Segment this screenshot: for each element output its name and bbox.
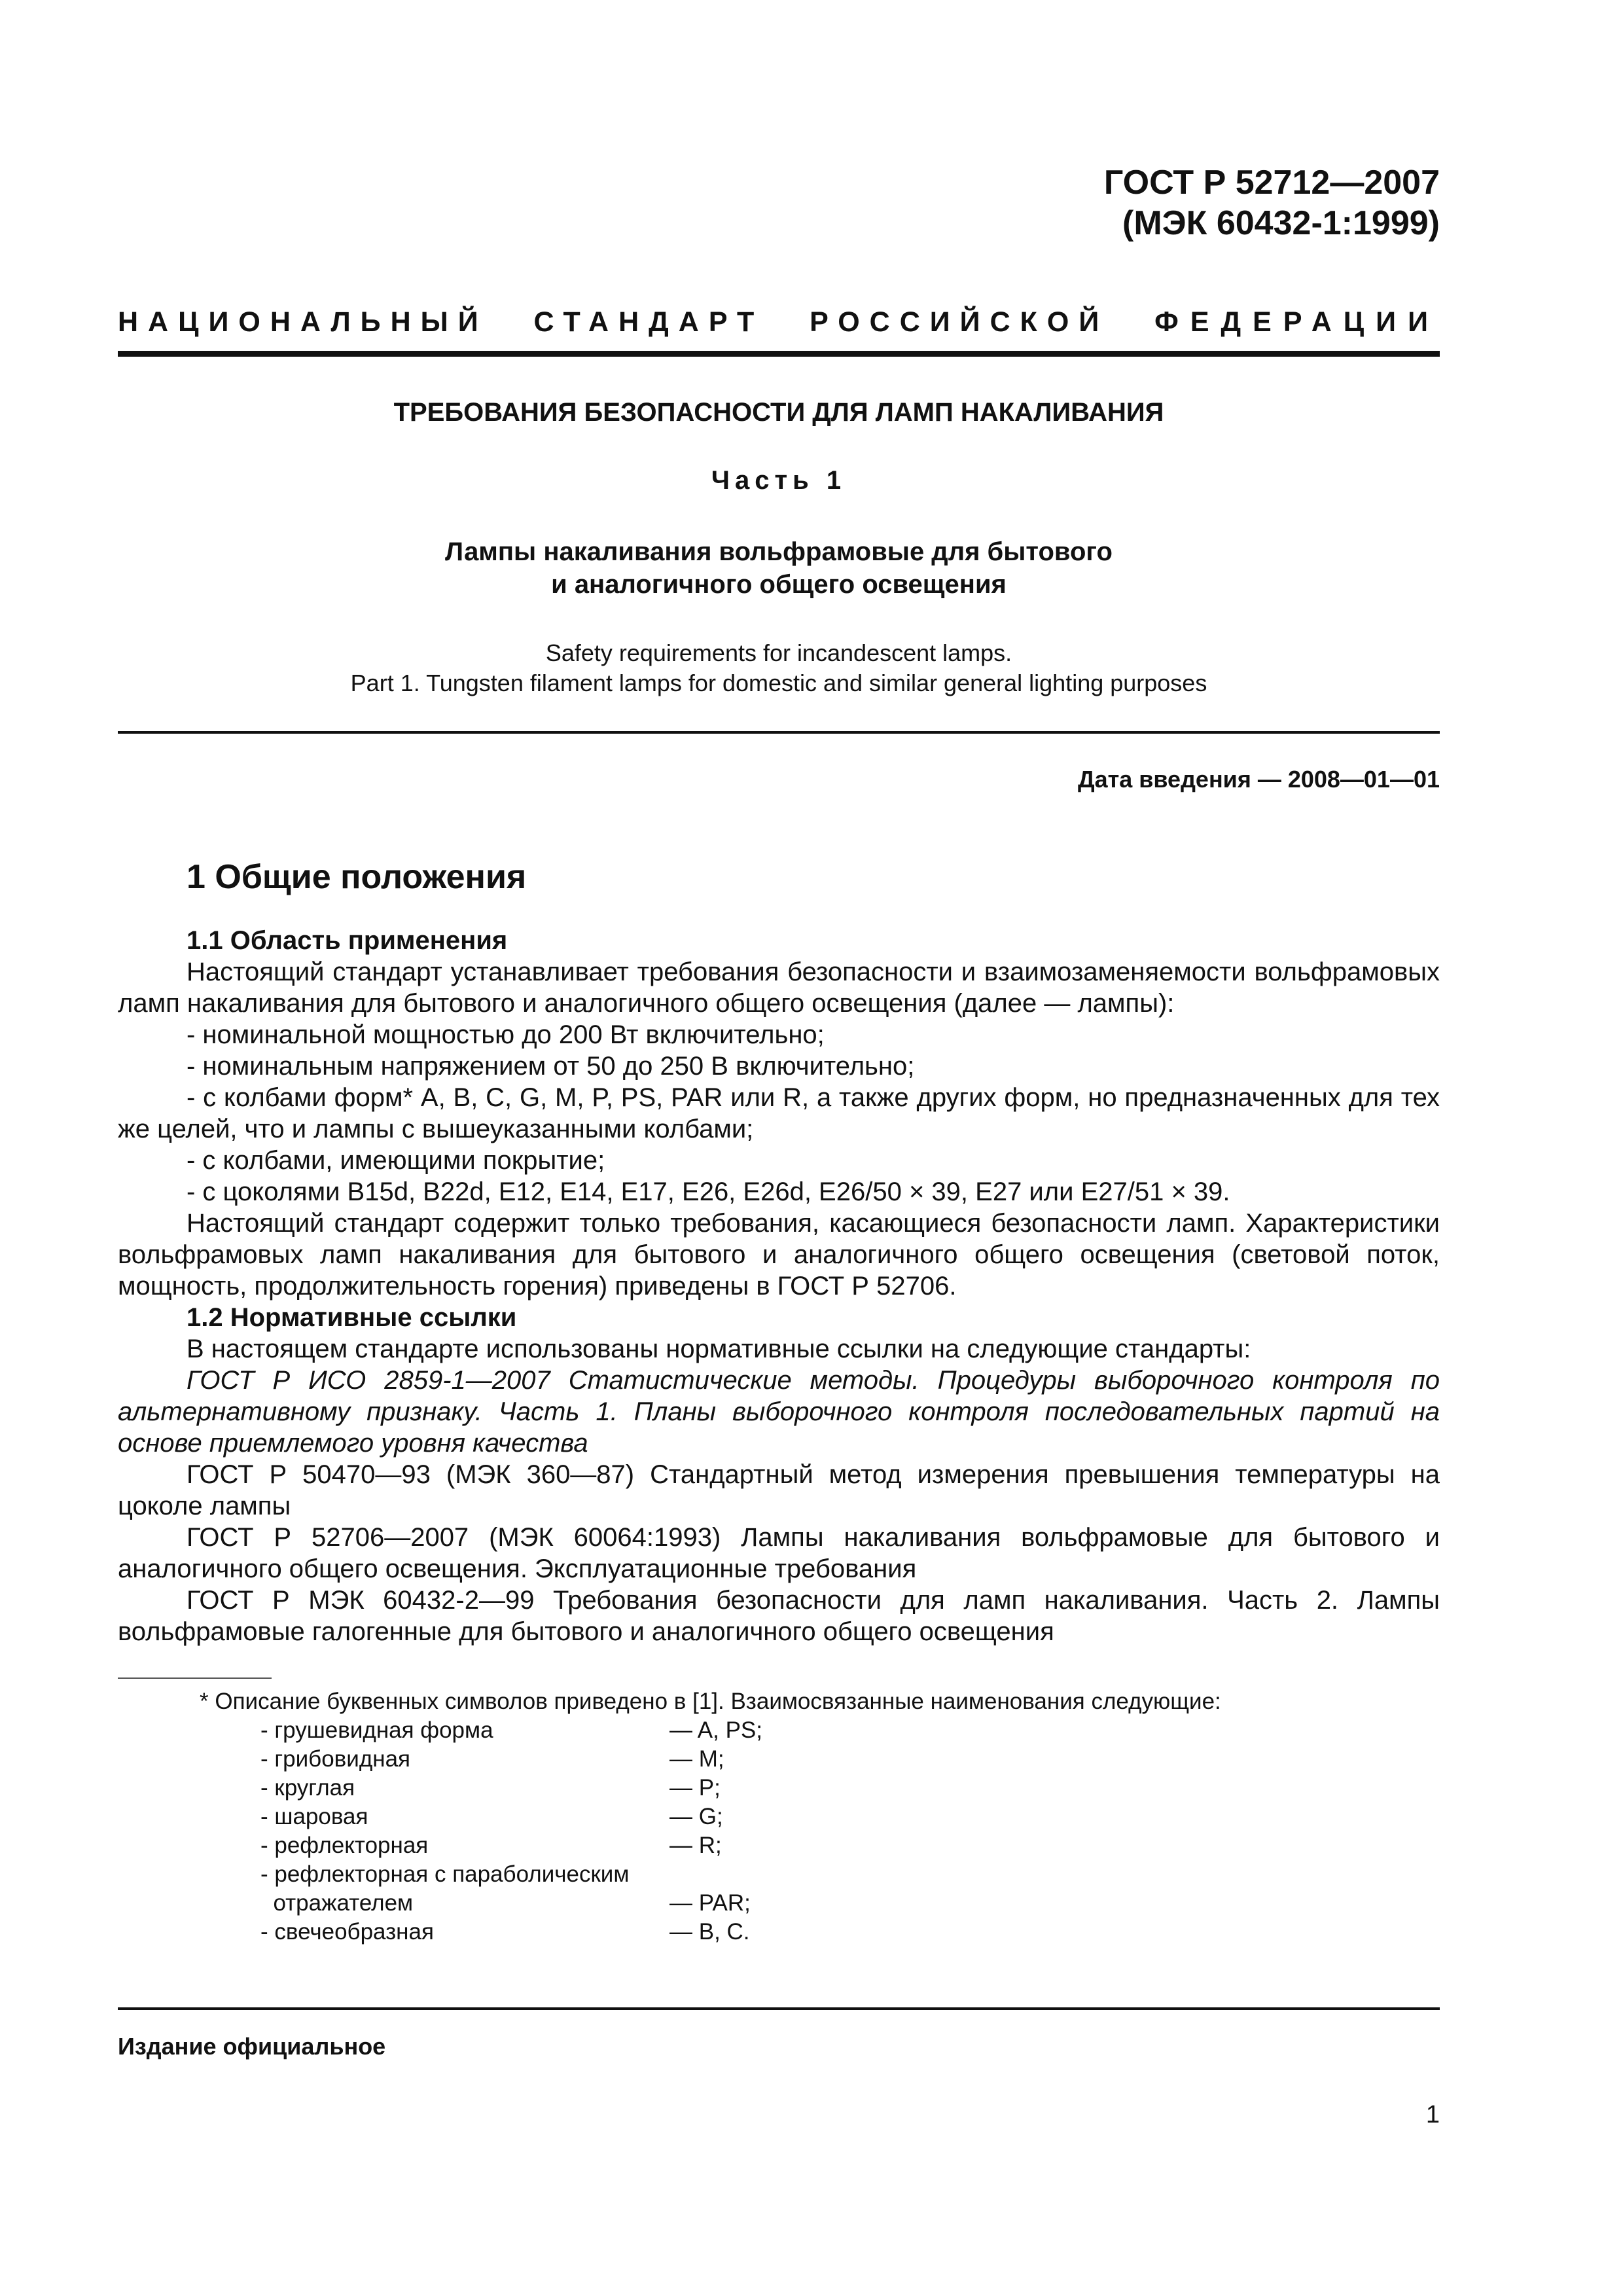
reference-item: ГОСТ Р 52706—2007 (МЭК 60064:1993) Лампы накаливания вольфрамовые для бытового и аналогичного общего освещения. Эксплуатационные требования: [118, 1523, 1440, 1583]
page-number: 1: [1425, 2101, 1440, 2128]
subtitle-line-1: Лампы накаливания вольфрамовые для бытового: [445, 537, 1113, 566]
footnote-shape-code: — R;: [669, 1833, 722, 1858]
national-standard-banner: [118, 306, 1440, 338]
footnote-shape-name: - шаровая: [260, 1804, 368, 1829]
scope-item: - с цоколями B15d, B22d, E12, E14, E17, E26, E26d, E26/50 × 39, E27 или E27/51 × 39.: [187, 1177, 1230, 1206]
footnote-shape-name: - грушевидная форма: [260, 1717, 493, 1743]
banner-rule: [118, 351, 1440, 357]
scope-note-paragraph: Настоящий стандарт содержит только требования, касающиеся безопасности ламп. Характеристики вольфрамовых ламп накаливания для бытового и аналогичного общего освещения (световой поток, мощность, продолжительность горения) приведены в ГОСТ Р 52706.: [118, 1209, 1440, 1300]
footnote-shape-code: — G;: [669, 1804, 723, 1829]
scope-item: - с колбами форм* A, B, C, G, M, P, PS, PAR или R, а также других форм, но предназначенных для тех же целей, что и лампы с вышеуказанными колбами;: [118, 1083, 1440, 1143]
part-label: Часть 1: [711, 466, 847, 495]
introduction-date: Дата введения — 2008—01—01: [1077, 766, 1440, 793]
reference-item: ГОСТ Р ИСО 2859-1—2007 Статистические методы. Процедуры выборочного контроля по альтернативному признаку. Часть 1. Планы выборочного контроля последовательных партий на основе приемлемого уровня качества: [118, 1366, 1440, 1458]
scope-paragraph: Настоящий стандарт устанавливает требования безопасности и взаимозаменяемости вольфрамовых ламп накаливания для бытового и аналогичного общего освещения (далее — лампы):: [118, 958, 1440, 1018]
footnote-shape-name: - рефлекторная: [260, 1833, 429, 1858]
iec-number: (МЭК 60432-1:1999): [1122, 204, 1440, 242]
banner-word: НАЦИОНАЛЬНЫЙ: [118, 306, 488, 338]
gost-number: ГОСТ Р 52712—2007: [1103, 164, 1440, 202]
footnote-shape-name: отражателем: [260, 1890, 414, 1916]
section-heading: 1 Общие положения: [187, 858, 527, 896]
footnote-shape-name: - свечеобразная: [260, 1919, 434, 1945]
references-intro: В настоящем стандарте использованы нормативные ссылки на следующие стандарты:: [187, 1335, 1251, 1363]
subtitle-line-2: и аналогичного общего освещения: [551, 570, 1007, 599]
subsection-heading-scope: 1.1 Область применения: [187, 926, 508, 955]
footnote-shape-code: — M;: [669, 1746, 724, 1772]
scope-item: - с колбами, имеющими покрытие;: [187, 1146, 605, 1175]
footnote-shape-code: — A, PS;: [669, 1717, 762, 1743]
banner-word: СТАНДАРТ: [533, 306, 764, 338]
subsection-heading-references: 1.2 Нормативные ссылки: [187, 1303, 517, 1332]
footnote-shape-name: - круглая: [260, 1775, 355, 1801]
scope-item: - номинальным напряжением от 50 до 250 В включительно;: [187, 1052, 915, 1081]
footnote-separator: [118, 1677, 272, 1679]
scope-item: - номинальной мощностью до 200 Вт включительно;: [187, 1020, 825, 1049]
reference-item: ГОСТ Р МЭК 60432-2—99 Требования безопасности для ламп накаливания. Часть 2. Лампы вольфрамовые галогенные для бытового и аналогичного общего освещения: [118, 1586, 1440, 1646]
english-title-line-2: Part 1. Tungsten filament lamps for domestic and similar general lighting purposes: [350, 670, 1207, 696]
footnote-shape-name: - рефлекторная с параболическим: [260, 1861, 630, 1887]
footnote-shape-code: — PAR;: [669, 1890, 751, 1916]
title-rule: [118, 731, 1440, 734]
banner-word: ФЕДЕРАЦИИ: [1154, 306, 1440, 338]
reference-item: ГОСТ Р 50470—93 (МЭК 360—87) Стандартный метод измерения превышения температуры на цоколе лампы: [118, 1460, 1440, 1520]
english-title-line-1: Safety requirements for incandescent lamps.: [545, 639, 1012, 666]
official-edition-label: Издание официальное: [118, 2033, 386, 2060]
footnote-shape-code: — B, C.: [669, 1919, 750, 1945]
footnote-shape-code: — P;: [669, 1775, 721, 1801]
banner-word: РОССИЙСКОЙ: [810, 306, 1109, 338]
footnote-shape-name: - грибовидная: [260, 1746, 410, 1772]
document-title: ТРЕБОВАНИЯ БЕЗОПАСНОСТИ ДЛЯ ЛАМП НАКАЛИВАНИЯ: [393, 398, 1164, 427]
footer-rule: [118, 2007, 1440, 2010]
footnote-intro: * Описание буквенных символов приведено в [1]. Взаимосвязанные наименования следующие:: [200, 1689, 1221, 1714]
